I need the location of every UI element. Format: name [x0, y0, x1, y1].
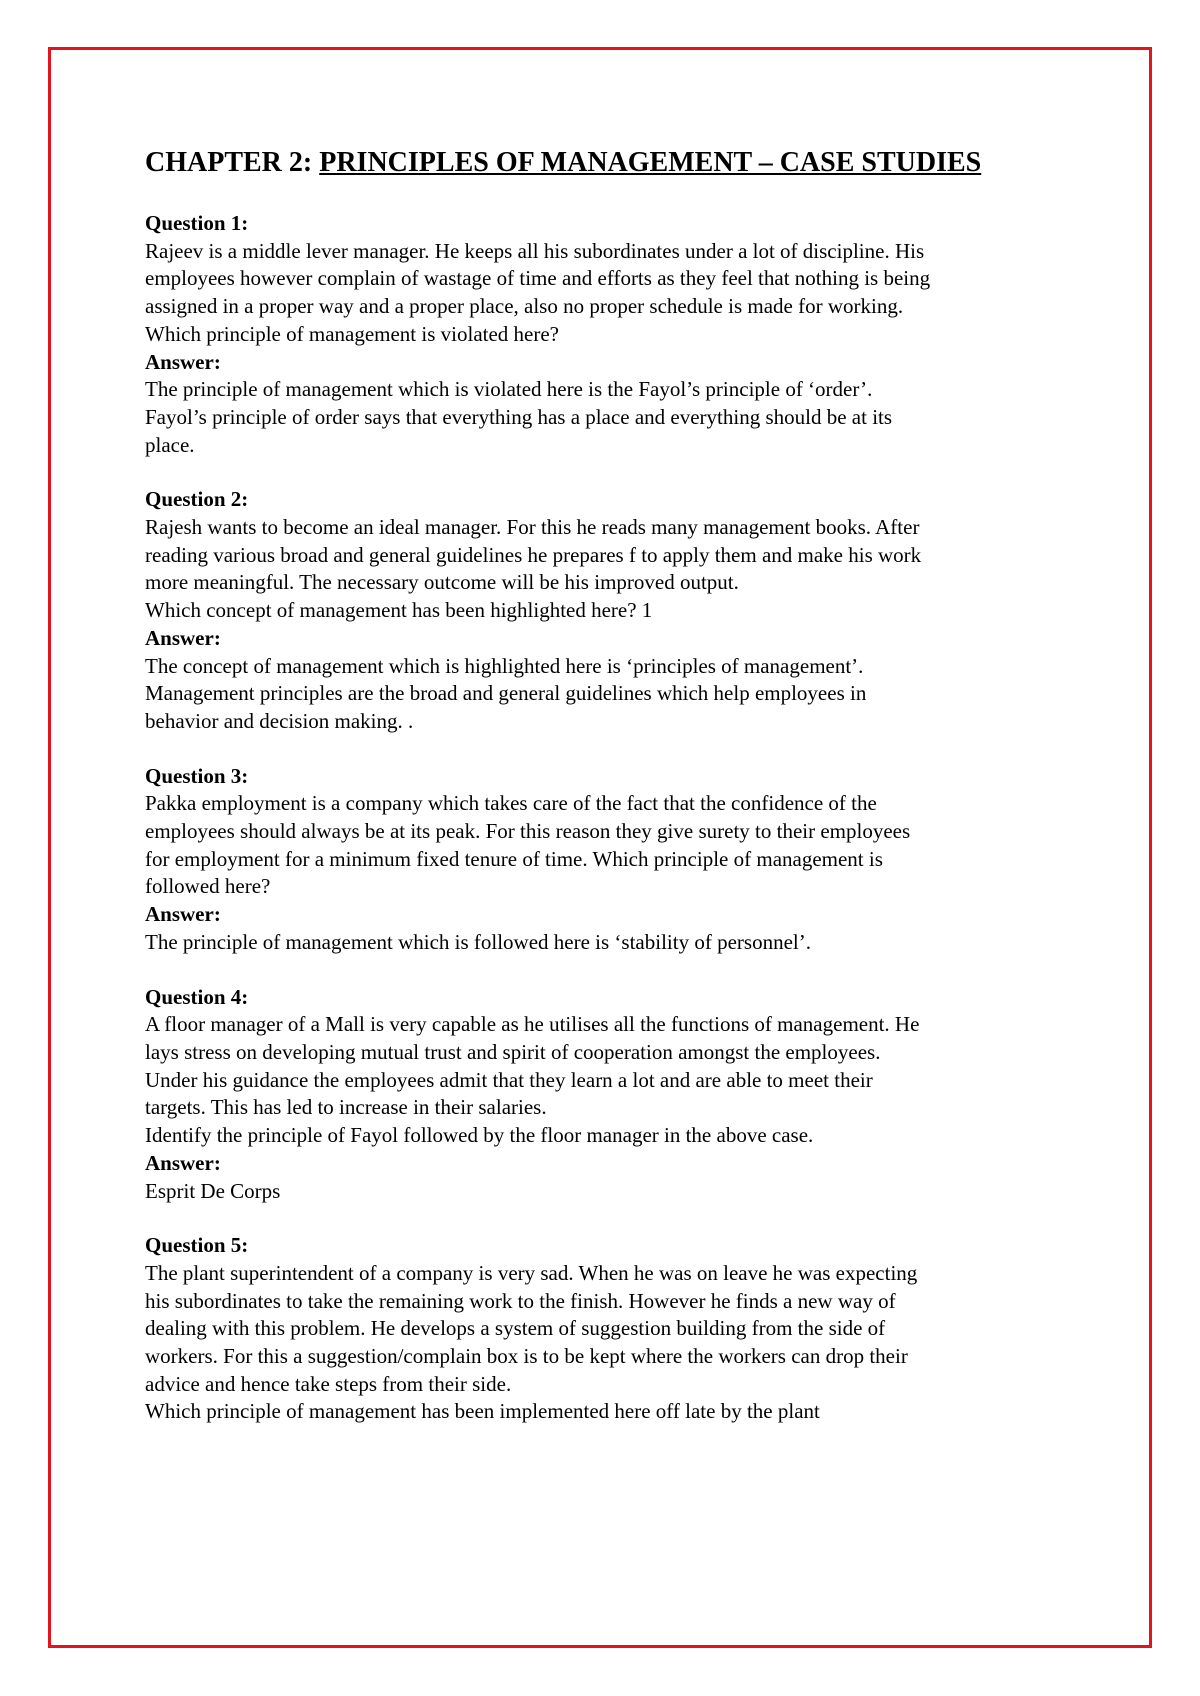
answer-heading: Answer:	[145, 1150, 221, 1175]
question-block	[145, 1232, 1085, 1426]
question-text-line: his subordinates to take the remaining work to the finish. However he finds a new way of	[145, 1288, 896, 1313]
question-text-line: Rajesh wants to become an ideal manager. For this he reads many management books. After	[145, 515, 920, 540]
question-text-line: employees should always be at its peak. For this reason they give surety to their employees	[145, 819, 911, 844]
question-heading: Question 4:	[145, 984, 249, 1009]
question-text-line: dealing with this problem. He develops a system of suggestion building from the side of	[145, 1316, 886, 1341]
question-text-line: assigned in a proper way and a proper place, also no proper schedule is made for working.	[145, 294, 904, 319]
question-heading: Question 3:	[145, 763, 249, 788]
question-text-line: Identify the principle of Fayol followed by the floor manager in the above case.	[145, 1123, 814, 1148]
question-text-line: Which principle of management is violated here?	[145, 321, 560, 346]
question-block	[145, 763, 1085, 957]
question-block	[145, 486, 1085, 735]
document-content	[145, 146, 1085, 1426]
chapter-title-underlined: PRINCIPLES OF MANAGEMENT – CASE STUDIES	[319, 147, 982, 178]
question-text-line: reading various broad and general guidelines he prepares f to apply them and make his work	[145, 542, 922, 567]
questions-list	[145, 210, 1085, 1426]
answer-text-line: The principle of management which is violated here is the Fayol’s principle of ‘order’.	[145, 377, 873, 402]
answer-text-line: place.	[145, 432, 195, 457]
question-text-line: Which concept of management has been highlighted here? 1	[145, 598, 653, 623]
question-text-line: more meaningful. The necessary outcome will be his improved output.	[145, 570, 739, 595]
chapter-title-prefix: CHAPTER 2:	[145, 147, 320, 178]
answer-text-line: behavior and decision making. .	[145, 708, 414, 733]
question-heading: Question 2:	[145, 487, 249, 512]
question-heading: Question 5:	[145, 1233, 249, 1258]
question-text-line: lays stress on developing mutual trust and spirit of cooperation amongst the employees.	[145, 1039, 881, 1064]
answer-heading: Answer:	[145, 349, 221, 374]
question-block	[145, 210, 1085, 459]
question-text-line: followed here?	[145, 874, 271, 899]
question-text-line: Which principle of management has been implemented here off late by the plant	[145, 1399, 820, 1424]
answer-heading: Answer:	[145, 902, 221, 927]
question-text-line: advice and hence take steps from their side.	[145, 1371, 512, 1396]
question-text-line: Pakka employment is a company which takes care of the fact that the confidence of the	[145, 791, 877, 816]
chapter-title	[145, 146, 1085, 180]
question-text-line: employees however complain of wastage of time and efforts as they feel that nothing is being	[145, 266, 931, 291]
question-text-line: targets. This has led to increase in their salaries.	[145, 1095, 547, 1120]
question-text-line: for employment for a minimum fixed tenure of time. Which principle of management is	[145, 846, 883, 871]
question-text-line: Rajeev is a middle lever manager. He keeps all his subordinates under a lot of discipline. His	[145, 238, 925, 263]
question-text-line: A floor manager of a Mall is very capable as he utilises all the functions of management. He	[145, 1012, 920, 1037]
answer-text-line: Management principles are the broad and general guidelines which help employees in	[145, 681, 867, 706]
question-block	[145, 984, 1085, 1206]
answer-text-line: The principle of management which is followed here is ‘stability of personnel’.	[145, 929, 811, 954]
question-text-line: workers. For this a suggestion/complain box is to be kept where the workers can drop their	[145, 1344, 908, 1369]
question-text-line: Under his guidance the employees admit that they learn a lot and are able to meet their	[145, 1067, 873, 1092]
answer-text-line: Esprit De Corps	[145, 1178, 281, 1203]
question-heading: Question 1:	[145, 211, 249, 235]
question-text-line: The plant superintendent of a company is very sad. When he was on leave he was expecting	[145, 1260, 918, 1285]
answer-text-line: The concept of management which is highlighted here is ‘principles of management’.	[145, 653, 864, 678]
answer-text-line: Fayol’s principle of order says that everything has a place and everything should be at its	[145, 404, 893, 429]
answer-heading: Answer:	[145, 625, 221, 650]
